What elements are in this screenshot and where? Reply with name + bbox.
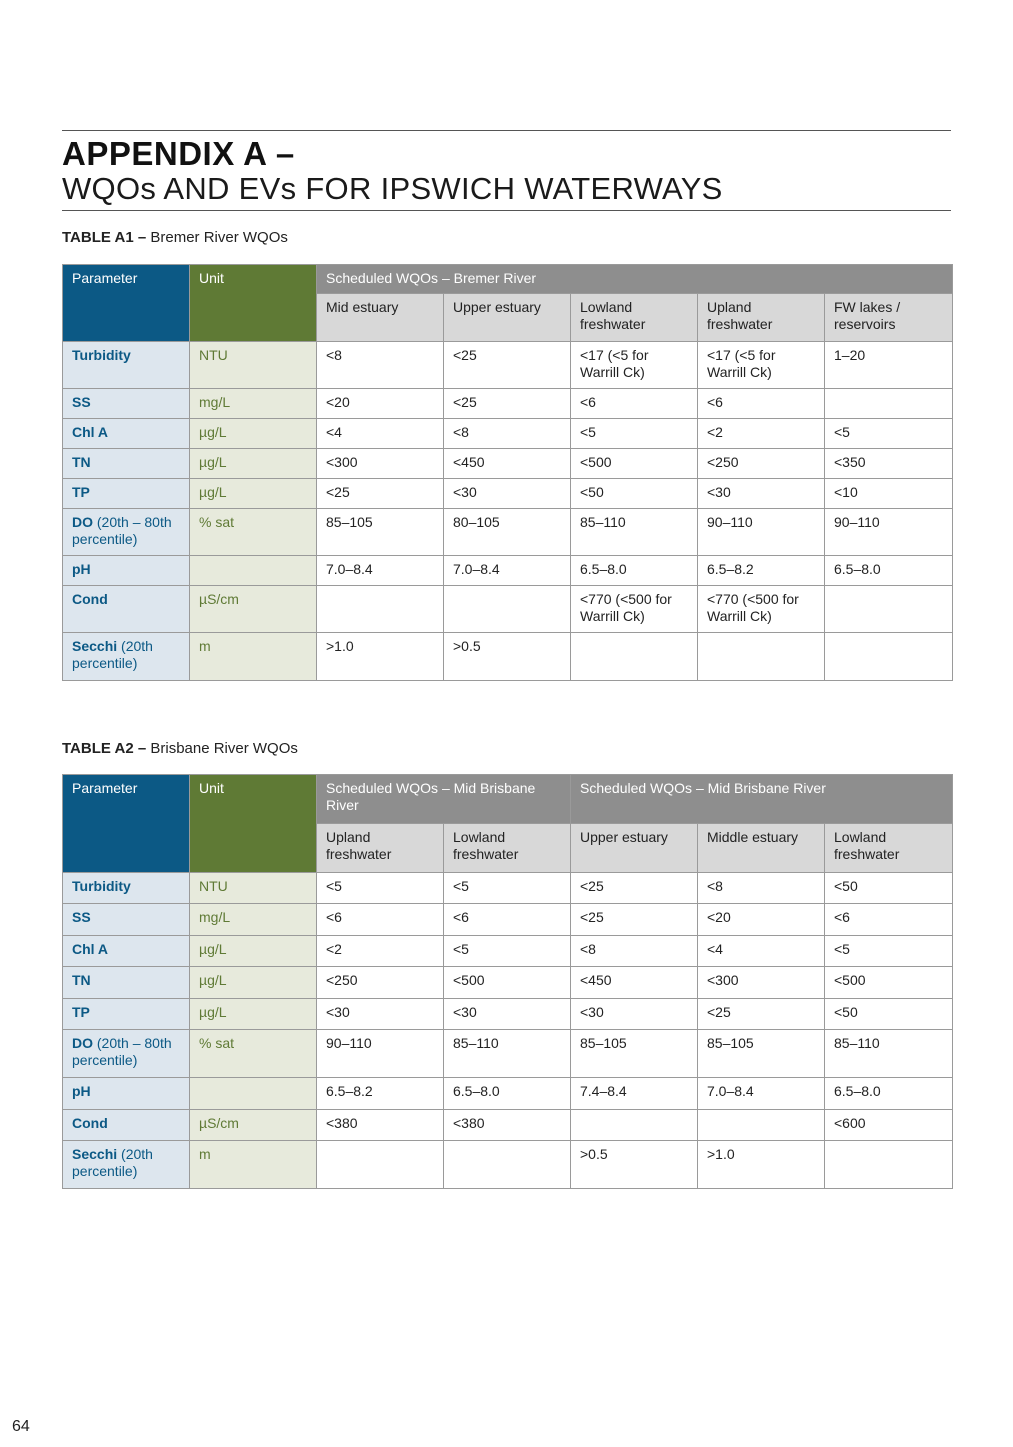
value-cell: <8 bbox=[698, 873, 825, 904]
table-a1-header-parameter: Parameter bbox=[63, 265, 190, 342]
table-a1-subheader: Mid estuary bbox=[317, 294, 444, 342]
value-cell: 7.0–8.4 bbox=[317, 556, 444, 586]
table-row bbox=[63, 389, 953, 419]
parameter-name: TP bbox=[72, 484, 90, 500]
parameter-name: Chl A bbox=[72, 424, 109, 440]
unit-cell: µg/L bbox=[190, 967, 317, 999]
value-cell: >0.5 bbox=[571, 1141, 698, 1189]
parameter-name: TN bbox=[72, 972, 91, 988]
table-row bbox=[63, 1141, 953, 1189]
value-cell: 6.5–8.0 bbox=[825, 1078, 953, 1110]
parameter-cell bbox=[63, 904, 190, 936]
page-number: 64 bbox=[12, 1418, 30, 1435]
value-cell: 90–110 bbox=[317, 1030, 444, 1078]
table-row bbox=[63, 1078, 953, 1110]
value-cell: <250 bbox=[317, 967, 444, 999]
table-a1-subheader: FW lakes / reservoirs bbox=[825, 294, 953, 342]
parameter-cell bbox=[63, 586, 190, 633]
value-cell: >1.0 bbox=[317, 633, 444, 681]
value-cell: 85–110 bbox=[444, 1030, 571, 1078]
parameter-cell bbox=[63, 1078, 190, 1110]
value-cell: <17 (<5 for Warrill Ck) bbox=[698, 342, 825, 389]
value-cell: 80–105 bbox=[444, 509, 571, 556]
table-a1-subheader: Upland freshwater bbox=[698, 294, 825, 342]
table-a2-caption bbox=[62, 740, 298, 757]
table-a2-header-parameter: Parameter bbox=[63, 775, 190, 873]
parameter-cell bbox=[63, 873, 190, 904]
page-title: APPENDIX A – bbox=[62, 135, 295, 172]
table-row bbox=[63, 449, 953, 479]
table-row bbox=[63, 1030, 953, 1078]
value-cell: <6 bbox=[444, 904, 571, 936]
value-cell: <450 bbox=[571, 967, 698, 999]
parameter-cell bbox=[63, 936, 190, 967]
parameter-cell bbox=[63, 1141, 190, 1189]
table-a1-body bbox=[63, 342, 953, 681]
table-a2-subheader: Middle estuary bbox=[698, 824, 825, 873]
parameter-note: (20th – 80th percentile) bbox=[72, 514, 172, 547]
value-cell bbox=[317, 1141, 444, 1189]
top-rule bbox=[62, 130, 951, 131]
value-cell: 7.4–8.4 bbox=[571, 1078, 698, 1110]
value-cell: 6.5–8.0 bbox=[825, 556, 953, 586]
value-cell: 6.5–8.0 bbox=[571, 556, 698, 586]
table-a1-caption-label: TABLE A1 – bbox=[62, 229, 147, 246]
value-cell: <5 bbox=[825, 936, 953, 967]
table-row bbox=[63, 999, 953, 1030]
value-cell: 6.5–8.2 bbox=[698, 556, 825, 586]
parameter-cell bbox=[63, 509, 190, 556]
value-cell: <6 bbox=[317, 904, 444, 936]
table-row bbox=[63, 904, 953, 936]
parameter-name: SS bbox=[72, 909, 91, 925]
table-a1-subheader: Upper estuary bbox=[444, 294, 571, 342]
value-cell: >0.5 bbox=[444, 633, 571, 681]
table-row bbox=[63, 556, 953, 586]
value-cell: <20 bbox=[698, 904, 825, 936]
unit-cell: m bbox=[190, 1141, 317, 1189]
table-a2-header-row bbox=[63, 775, 953, 824]
parameter-name: TN bbox=[72, 454, 91, 470]
value-cell bbox=[698, 633, 825, 681]
value-cell bbox=[444, 586, 571, 633]
unit-cell: µg/L bbox=[190, 419, 317, 449]
table-row bbox=[63, 873, 953, 904]
table-row bbox=[63, 479, 953, 509]
value-cell: <50 bbox=[825, 873, 953, 904]
parameter-cell bbox=[63, 967, 190, 999]
value-cell: 6.5–8.2 bbox=[317, 1078, 444, 1110]
value-cell: 90–110 bbox=[698, 509, 825, 556]
parameter-name: Turbidity bbox=[72, 347, 131, 363]
value-cell: <8 bbox=[571, 936, 698, 967]
parameter-name: Chl A bbox=[72, 941, 109, 957]
unit-cell: µg/L bbox=[190, 479, 317, 509]
value-cell: <500 bbox=[825, 967, 953, 999]
value-cell: 7.0–8.4 bbox=[698, 1078, 825, 1110]
parameter-name: DO bbox=[72, 514, 93, 530]
table-row bbox=[63, 586, 953, 633]
table-row bbox=[63, 633, 953, 681]
value-cell: 85–110 bbox=[825, 1030, 953, 1078]
table-a1-caption bbox=[62, 229, 288, 246]
value-cell bbox=[444, 1141, 571, 1189]
parameter-cell bbox=[63, 342, 190, 389]
value-cell: <5 bbox=[825, 419, 953, 449]
unit-cell: mg/L bbox=[190, 904, 317, 936]
table-a1-header-row bbox=[63, 265, 953, 294]
table-a2-subheader: Lowland freshwater bbox=[444, 824, 571, 873]
unit-cell: µg/L bbox=[190, 936, 317, 967]
value-cell: <30 bbox=[317, 999, 444, 1030]
value-cell: <5 bbox=[444, 936, 571, 967]
value-cell: <5 bbox=[571, 419, 698, 449]
value-cell bbox=[825, 1141, 953, 1189]
table-a2-subheader: Upper estuary bbox=[571, 824, 698, 873]
page-subtitle: WQOs AND EVs FOR IPSWICH WATERWAYS bbox=[62, 171, 723, 206]
value-cell bbox=[825, 633, 953, 681]
parameter-cell bbox=[63, 1110, 190, 1141]
value-cell: 85–105 bbox=[698, 1030, 825, 1078]
value-cell: <350 bbox=[825, 449, 953, 479]
table-a2-caption-label: TABLE A2 – bbox=[62, 740, 147, 757]
parameter-name: Secchi bbox=[72, 1146, 118, 1162]
value-cell bbox=[698, 1110, 825, 1141]
value-cell: 85–105 bbox=[571, 1030, 698, 1078]
unit-cell: mg/L bbox=[190, 389, 317, 419]
value-cell: <600 bbox=[825, 1110, 953, 1141]
table-a2-header-unit: Unit bbox=[190, 775, 317, 873]
value-cell: <4 bbox=[698, 936, 825, 967]
table-row bbox=[63, 967, 953, 999]
value-cell: <250 bbox=[698, 449, 825, 479]
value-cell: <8 bbox=[317, 342, 444, 389]
value-cell: <25 bbox=[698, 999, 825, 1030]
unit-cell bbox=[190, 556, 317, 586]
parameter-cell bbox=[63, 633, 190, 681]
parameter-name: TP bbox=[72, 1004, 90, 1020]
unit-cell: % sat bbox=[190, 509, 317, 556]
value-cell: <10 bbox=[825, 479, 953, 509]
value-cell: <380 bbox=[317, 1110, 444, 1141]
value-cell: <500 bbox=[571, 449, 698, 479]
parameter-name: pH bbox=[72, 561, 91, 577]
value-cell: <25 bbox=[571, 904, 698, 936]
unit-cell: µS/cm bbox=[190, 586, 317, 633]
unit-cell bbox=[190, 1078, 317, 1110]
value-cell: <4 bbox=[317, 419, 444, 449]
parameter-cell bbox=[63, 419, 190, 449]
value-cell: <17 (<5 for Warrill Ck) bbox=[571, 342, 698, 389]
parameter-name: Turbidity bbox=[72, 878, 131, 894]
value-cell: <25 bbox=[317, 479, 444, 509]
value-cell: <25 bbox=[444, 342, 571, 389]
value-cell: <380 bbox=[444, 1110, 571, 1141]
unit-cell: NTU bbox=[190, 873, 317, 904]
parameter-cell bbox=[63, 449, 190, 479]
table-a2-subheader: Lowland freshwater bbox=[825, 824, 953, 873]
unit-cell: µg/L bbox=[190, 449, 317, 479]
table-a1 bbox=[62, 264, 953, 681]
table-a2-header-group-2: Scheduled WQOs – Mid Brisbane River bbox=[571, 775, 953, 824]
value-cell: <6 bbox=[571, 389, 698, 419]
parameter-note: (20th – 80th percentile) bbox=[72, 1035, 172, 1068]
table-row bbox=[63, 342, 953, 389]
unit-cell: µg/L bbox=[190, 999, 317, 1030]
value-cell bbox=[571, 633, 698, 681]
value-cell: 90–110 bbox=[825, 509, 953, 556]
table-a1-subheader: Lowland freshwater bbox=[571, 294, 698, 342]
value-cell: <50 bbox=[571, 479, 698, 509]
value-cell bbox=[317, 586, 444, 633]
table-a2-subheader: Upland freshwater bbox=[317, 824, 444, 873]
value-cell: <20 bbox=[317, 389, 444, 419]
parameter-cell bbox=[63, 1030, 190, 1078]
value-cell: 1–20 bbox=[825, 342, 953, 389]
parameter-name: Cond bbox=[72, 591, 108, 607]
value-cell: <30 bbox=[698, 479, 825, 509]
value-cell: <500 bbox=[444, 967, 571, 999]
unit-cell: % sat bbox=[190, 1030, 317, 1078]
value-cell: <2 bbox=[317, 936, 444, 967]
value-cell: <8 bbox=[444, 419, 571, 449]
value-cell: <50 bbox=[825, 999, 953, 1030]
parameter-note: (20th percentile) bbox=[72, 638, 153, 671]
parameter-cell bbox=[63, 556, 190, 586]
parameter-note: (20th percentile) bbox=[72, 1146, 153, 1179]
table-row bbox=[63, 1110, 953, 1141]
value-cell: <300 bbox=[698, 967, 825, 999]
value-cell: 85–110 bbox=[571, 509, 698, 556]
parameter-name: DO bbox=[72, 1035, 93, 1051]
unit-cell: NTU bbox=[190, 342, 317, 389]
table-a2-header-group-1: Scheduled WQOs – Mid Brisbane River bbox=[317, 775, 571, 824]
value-cell bbox=[825, 389, 953, 419]
table-a2 bbox=[62, 774, 953, 1189]
parameter-name: Secchi bbox=[72, 638, 118, 654]
value-cell: <2 bbox=[698, 419, 825, 449]
table-a1-header-unit: Unit bbox=[190, 265, 317, 342]
parameter-name: pH bbox=[72, 1083, 91, 1099]
table-a1-caption-text: Bremer River WQOs bbox=[146, 229, 288, 246]
value-cell: <6 bbox=[825, 904, 953, 936]
value-cell: <770 (<500 for Warrill Ck) bbox=[698, 586, 825, 633]
parameter-cell bbox=[63, 999, 190, 1030]
value-cell: <30 bbox=[444, 999, 571, 1030]
parameter-name: Cond bbox=[72, 1115, 108, 1131]
table-a2-body bbox=[63, 873, 953, 1189]
value-cell: <770 (<500 for Warrill Ck) bbox=[571, 586, 698, 633]
value-cell: 6.5–8.0 bbox=[444, 1078, 571, 1110]
value-cell: <30 bbox=[444, 479, 571, 509]
parameter-cell bbox=[63, 389, 190, 419]
value-cell: <25 bbox=[444, 389, 571, 419]
unit-cell: m bbox=[190, 633, 317, 681]
value-cell bbox=[571, 1110, 698, 1141]
parameter-cell bbox=[63, 479, 190, 509]
title-rule bbox=[62, 210, 951, 211]
parameter-name: SS bbox=[72, 394, 91, 410]
value-cell: <5 bbox=[444, 873, 571, 904]
value-cell: <30 bbox=[571, 999, 698, 1030]
table-row bbox=[63, 509, 953, 556]
value-cell: <5 bbox=[317, 873, 444, 904]
table-a2-caption-text: Brisbane River WQOs bbox=[146, 740, 298, 757]
value-cell: 85–105 bbox=[317, 509, 444, 556]
value-cell: <6 bbox=[698, 389, 825, 419]
value-cell: <450 bbox=[444, 449, 571, 479]
value-cell: >1.0 bbox=[698, 1141, 825, 1189]
value-cell: <25 bbox=[571, 873, 698, 904]
table-a1-header-group: Scheduled WQOs – Bremer River bbox=[317, 265, 953, 294]
value-cell: 7.0–8.4 bbox=[444, 556, 571, 586]
table-row bbox=[63, 936, 953, 967]
value-cell bbox=[825, 586, 953, 633]
value-cell: <300 bbox=[317, 449, 444, 479]
unit-cell: µS/cm bbox=[190, 1110, 317, 1141]
table-row bbox=[63, 419, 953, 449]
